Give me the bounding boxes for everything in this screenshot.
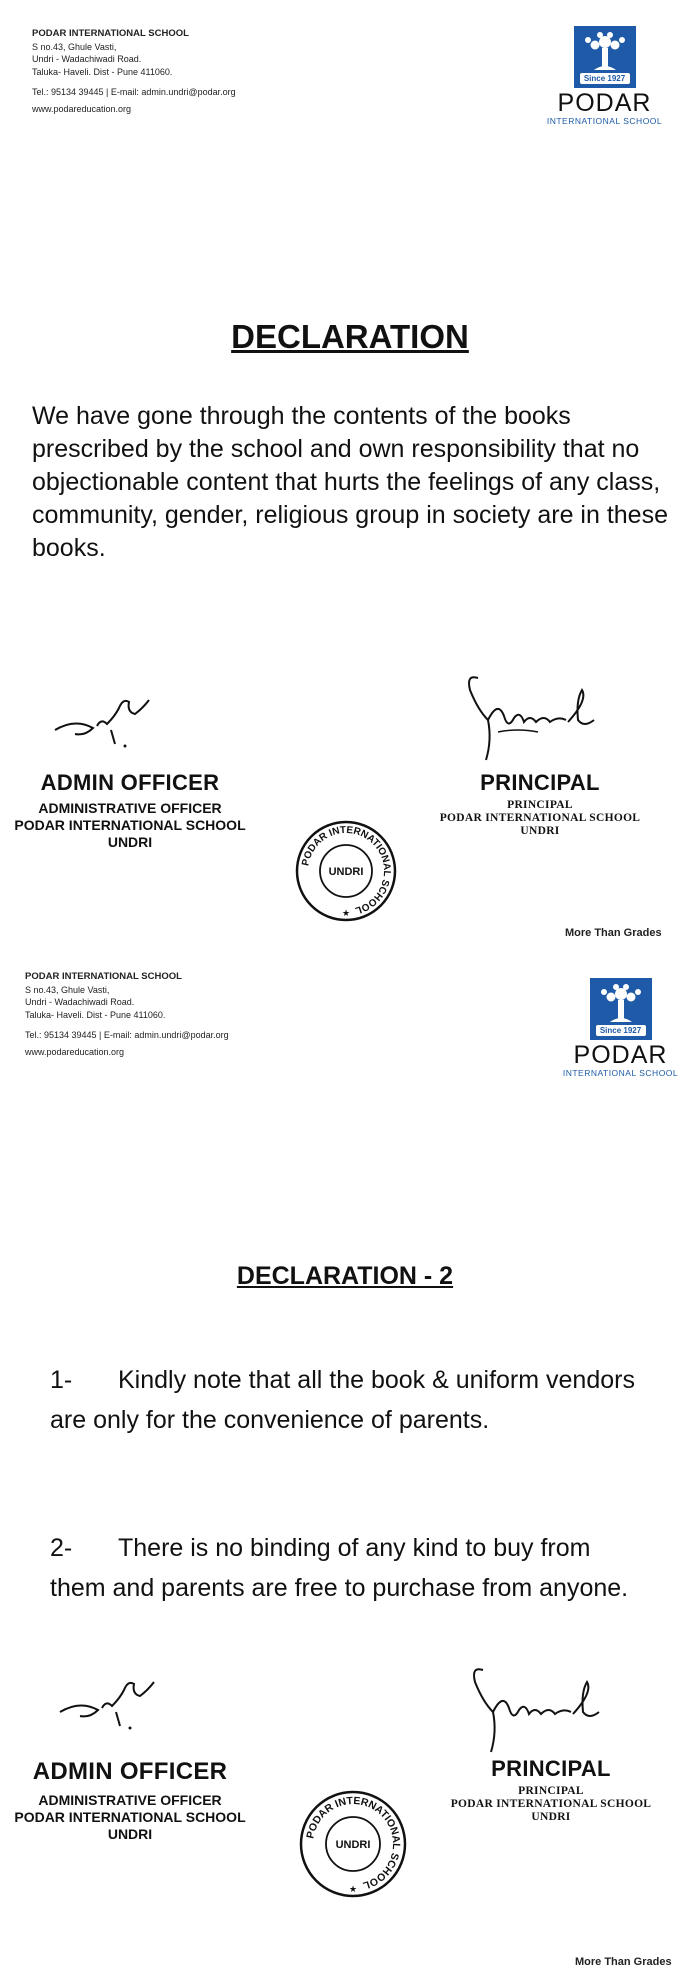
page-title: DECLARATION - 2 (236, 1262, 454, 1290)
admin-stamp-line-1: ADMINISTRATIVE OFFICER (38, 1792, 222, 1808)
item-text: There is no binding of any kind to buy from them and parents are free to purchase from anyone. (50, 1534, 629, 1602)
declaration-text: We have gone through the contents of the books prescribed by the school and own responsibility that no objectionable content that hurts the feelings of any class, community, gender, religious group in society are in these books. (32, 402, 668, 562)
school-name: PODAR INTERNATIONAL SCHOOL (32, 28, 189, 39)
admin-stamp-line-3: UNDRI (107, 1826, 153, 1842)
logo-subtitle: INTERNATIONAL SCHOOL (562, 1068, 679, 1078)
school-name: PODAR INTERNATIONAL SCHOOL (25, 971, 182, 982)
svg-text:PODAR INTERNATIONAL SCHOOL: PODAR INTERNATIONAL SCHOOL (304, 1794, 403, 1892)
tree-emblem-icon (574, 26, 636, 88)
contact-line: Tel.: 95134 39445 | E-mail: admin.undri@podar.org (32, 87, 236, 97)
school-address-block (25, 971, 229, 1058)
website: www.podareducation.org (25, 1046, 125, 1057)
address-line-1: S no.43, Ghule Vasti, (25, 984, 110, 995)
tagline: More Than Grades (565, 927, 662, 939)
declaration-page-1 (0, 0, 700, 940)
admin-signature (45, 688, 175, 758)
school-address-block (32, 28, 236, 115)
svg-text:UNDRI: UNDRI (328, 866, 364, 878)
podar-logo (532, 26, 677, 126)
svg-text:PODAR INTERNATIONAL SCHOOL: PODAR INTERNATIONAL SCHOOL (300, 824, 393, 916)
website: www.podareducation.org (32, 103, 132, 114)
admin-signature (50, 1670, 180, 1740)
contact-line: Tel.: 95134 39445 | E-mail: admin.undri@podar.org (25, 1030, 229, 1040)
item-text: Kindly note that all the book & uniform vendors are only for the convenience of parents. (50, 1366, 635, 1434)
list-item (50, 1528, 650, 1608)
address-line-1: S no.43, Ghule Vasti, (32, 41, 117, 52)
address-line-2: Undri - Wadachiwadi Road. (25, 997, 135, 1007)
declaration-page-2 (0, 940, 700, 1974)
item-number: 2- (50, 1534, 73, 1562)
address-line-2: Undri - Wadachiwadi Road. (32, 54, 142, 64)
admin-officer-block (10, 770, 250, 851)
tagline: More Than Grades (575, 1956, 672, 1968)
list-item (50, 1360, 650, 1440)
school-seal (297, 1788, 409, 1900)
principal-title: PRINCIPAL (491, 1756, 611, 1781)
principal-stamp-line-3: UNDRI (531, 1811, 571, 1823)
school-seal (293, 818, 399, 924)
podar-logo (548, 978, 693, 1078)
logo-brand: PODAR (573, 1041, 668, 1069)
admin-stamp-line-2: PODAR INTERNATIONAL SCHOOL (14, 817, 246, 833)
svg-text:★: ★ (341, 908, 351, 918)
svg-text:★: ★ (348, 1884, 358, 1894)
tree-emblem-icon (590, 978, 652, 1040)
principal-signature (458, 670, 628, 770)
since-badge: Since 1927 (596, 1025, 646, 1036)
principal-stamp-line-3: UNDRI (520, 825, 560, 837)
principal-stamp-line-2: PODAR INTERNATIONAL SCHOOL (450, 1798, 652, 1810)
svg-text:UNDRI: UNDRI (335, 1839, 371, 1851)
principal-title: PRINCIPAL (480, 770, 600, 795)
principal-stamp-line-2: PODAR INTERNATIONAL SCHOOL (439, 812, 641, 824)
address-line-3: Taluka- Haveli. Dist - Pune 411060. (32, 66, 173, 77)
item-number: 1- (50, 1366, 73, 1394)
admin-stamp-line-2: PODAR INTERNATIONAL SCHOOL (14, 1809, 246, 1825)
admin-officer-title: ADMIN OFFICER (40, 770, 220, 795)
logo-subtitle: INTERNATIONAL SCHOOL (546, 116, 663, 126)
admin-stamp-line-3: UNDRI (107, 834, 153, 850)
logo-brand: PODAR (557, 89, 652, 117)
principal-block (430, 770, 650, 838)
admin-officer-title: ADMIN OFFICER (32, 1758, 228, 1785)
page-title: DECLARATION (231, 318, 469, 355)
principal-signature (463, 1662, 633, 1762)
principal-stamp-line-1: PRINCIPAL (507, 799, 573, 811)
admin-officer-block (5, 1758, 255, 1843)
principal-stamp-line-1: PRINCIPAL (518, 1785, 584, 1797)
admin-stamp-line-1: ADMINISTRATIVE OFFICER (38, 800, 222, 816)
since-badge: Since 1927 (580, 73, 630, 84)
principal-block (436, 1756, 666, 1824)
address-line-3: Taluka- Haveli. Dist - Pune 411060. (25, 1009, 166, 1020)
